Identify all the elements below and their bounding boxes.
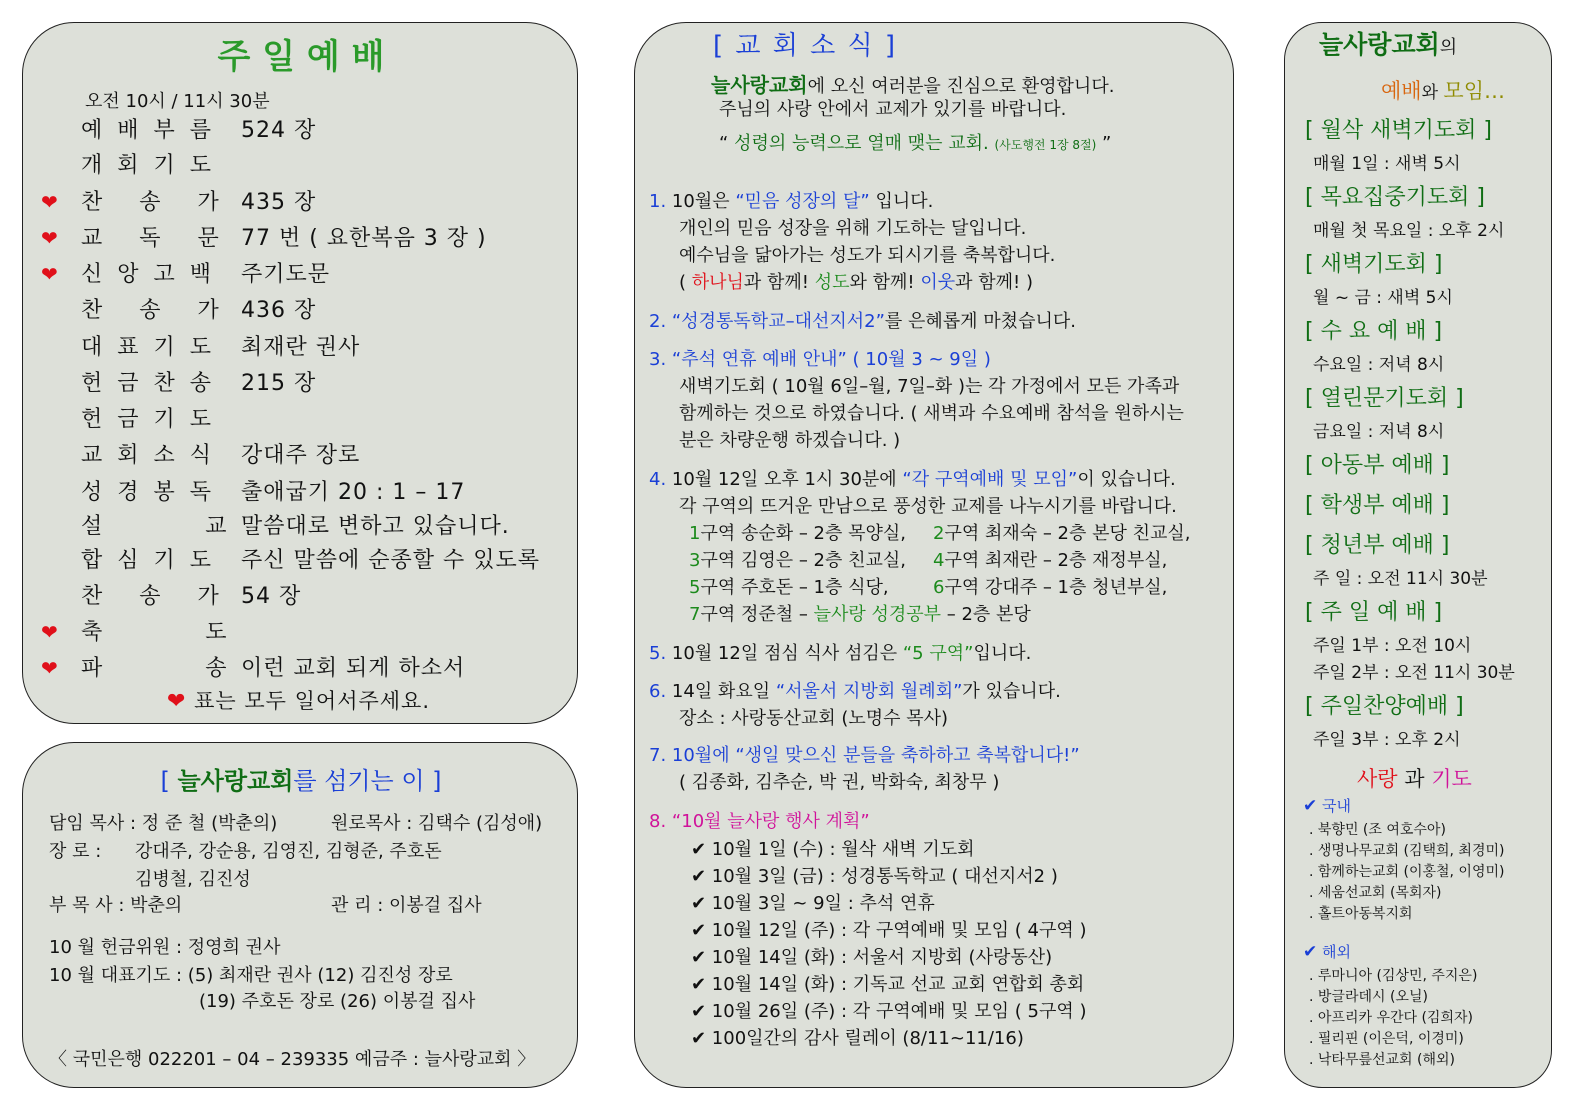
meeting-detail: 주일 1부 : 오전 10시 [1313,636,1472,656]
item-number: 3. [649,349,667,370]
word-and: 과 [1397,767,1432,791]
mission-item: . 아프리카 우간다 (김희자) [1309,1010,1473,1026]
motto [719,129,1111,155]
meeting-heading: [ 학생부 예배 ] [1305,493,1450,518]
event-item: ✔ 10월 1일 (수) : 월삭 새벽 기도회 [691,839,975,860]
worship-row [41,475,465,506]
worship-label: 찬 송 가 [81,298,223,323]
word-and: 와 [1421,83,1444,103]
worship-value: 77 번 ( 요한복음 3 장 ) [241,226,487,251]
item-highlight: “5 구역” [902,643,974,664]
meeting-detail: 주일 3부 : 오후 2시 [1313,730,1461,750]
zone-number: 7 [689,604,701,625]
word-meeting: 모임… [1443,79,1505,103]
mission-item: . 홀트아동복지회 [1309,906,1413,922]
meetings-title [1319,25,1457,61]
prayer-leaders-1: 10 월 대표기도 : (5) 최재란 권사 (12) 김진성 장로 [49,965,453,986]
item-highlight: “추석 연휴 예배 안내” ( 10월 3 ~ 9일 ) [671,349,991,370]
text: 과 함께! [743,272,815,293]
worship-label: 합 심 기 도 [81,548,215,573]
heart-icon: ❤ [41,226,58,250]
meeting-detail: 월 ~ 금 : 새벽 5시 [1313,288,1453,308]
item-text: 10월은 [671,191,736,212]
news-item-5 [649,639,1031,665]
meeting-heading: [ 청년부 예배 ] [1305,533,1450,558]
zone-text: 구역 주호돈 – 1층 식당, [700,577,889,598]
worship-label: 헌 금 기 도 [81,407,215,432]
domestic-heading [1303,795,1351,816]
meeting-heading: [ 목요집중기도회 ] [1305,185,1485,210]
welcome-line-2: 주님의 사랑 안에서 교제가 있기를 바랍니다. [719,99,1067,120]
meeting-detail: 매월 첫 목요일 : 오후 2시 [1313,221,1505,241]
worship-row [41,438,360,469]
news-item-3-line-2: 새벽기도회 ( 10월 6일–월, 7일–화 )는 각 가정에서 모든 가족과 [679,376,1180,397]
item-text: 입니다. [869,191,934,212]
mission-item: . 세움선교회 (목회자) [1309,885,1442,901]
welcome-line-1 [711,69,1114,98]
mission-item: . 북향민 (조 여호수아) [1309,822,1446,838]
standing-note-text: 표는 모두 일어서주세요. [194,689,431,713]
item-number: 6. [649,681,667,702]
worship-label: 설 교 [81,514,231,539]
church-news-panel [634,22,1234,1088]
event-item: ✔ 100일간의 감사 릴레이 (8/11~11/16) [691,1028,1024,1049]
meetings-panel [1284,22,1552,1088]
worship-row [41,402,241,433]
worship-row [41,185,316,216]
zone-number: 4 [933,550,945,571]
news-item-1-line-3: 예수님을 닮아가는 성도가 되시기를 축복합니다. [679,245,1056,266]
meeting-heading: [ 주 일 예 배 ] [1305,600,1443,625]
worship-order-panel [22,22,578,724]
event-item: ✔ 10월 12일 (주) : 각 구역예배 및 모임 ( 4구역 ) [691,920,1087,941]
check-icon: ✔ [1303,942,1318,962]
zone-number: 1 [689,523,701,544]
item-text: 가 있습니다. [962,681,1061,702]
mission-item: . 방글라데시 (오닐) [1309,989,1428,1005]
zone-item [933,519,1191,545]
item-number: 7. [649,745,667,766]
heart-icon: ❤ [167,689,187,714]
overseas-label: 해외 [1322,943,1352,961]
zone-number: 6 [933,577,945,598]
worship-value: 강대주 장로 [241,443,361,468]
event-item: ✔ 10월 14일 (화) : 기독교 선교 교회 연합회 총회 [691,974,1085,995]
worship-value: 이런 교회 되게 하소서 [241,656,466,681]
meetings-subtitle [1381,75,1505,105]
worship-row [41,651,465,682]
quote-open: “ [719,133,729,154]
news-item-1-line-4 [679,268,1033,294]
worship-label: 교 회 소 식 [81,443,215,468]
meeting-heading: [ 수 요 예 배 ] [1305,319,1443,344]
news-item-8 [649,807,870,833]
zone-text: 구역 최재숙 – 2층 본당 친교실, [944,523,1191,544]
item-text: 14일 화요일 [671,681,776,702]
meeting-heading: [ 새벽기도회 ] [1305,252,1443,277]
meeting-detail: 주 일 : 오전 11시 30분 [1313,569,1488,589]
item-number: 2. [649,311,667,332]
zone-text: 구역 정준철 – [700,604,814,625]
paren: ( [679,272,692,293]
mission-item: . 함께하는교회 (이홍철, 이영미) [1309,864,1505,880]
zone-text: 구역 최재란 – 2층 재정부실, [944,550,1168,571]
check-icon: ✔ [1303,796,1318,816]
worship-label: 찬 송 가 [81,584,223,609]
worship-label: 파 송 [81,656,231,681]
news-item-7-line-2: ( 김종화, 김추순, 박 권, 박화숙, 최창무 ) [679,772,1000,793]
offering-committee: 10 월 헌금위원 : 정영희 권사 [49,937,281,958]
elders-line-1: 강대주, 강순용, 김영진, 김형준, 주호돈 [135,841,442,862]
worship-time: 오전 10시 / 11시 30분 [85,91,270,112]
worship-row [41,293,316,324]
worship-row [41,330,360,361]
meeting-heading: [ 주일찬양예배 ] [1305,694,1464,719]
item-text: 10월 12일 점심 식사 섬김은 [671,643,903,664]
item-highlight: “10월 늘사랑 행사 계획” [671,811,870,832]
news-item-7 [649,741,1080,767]
item-text: 입니다. [973,643,1032,664]
item-text: 10월에 [671,745,736,766]
zone-item [689,546,906,572]
item-highlight: “각 구역예배 및 모임” [902,469,1078,490]
worship-value: 54 장 [241,584,302,609]
worship-value: 주신 말씀에 순종할 수 있도록 [241,548,540,573]
zone-text: 구역 송순화 – 2층 목양실, [700,523,907,544]
worship-label: 교 독 문 [81,226,223,251]
item-highlight: “생일 맞으신 분들을 축하하고 축복합니다!” [735,745,1080,766]
mission-item: . 낙타무릎선교회 (해외) [1309,1052,1455,1068]
emeritus-pastor: 원로목사 : 김택수 (김성애) [331,813,543,834]
item-highlight: “성경통독학교–대선지서2” [671,311,885,332]
heart-icon: ❤ [41,262,58,286]
worship-row [41,148,241,179]
zone-item [933,573,1167,599]
zone-text: 구역 강대주 – 1층 청년부실, [944,577,1168,598]
zone-item [689,573,889,599]
zone-number: 5 [689,577,701,598]
worship-label: 신 앙 고 백 [81,262,215,287]
zone-item [933,546,1167,572]
word-neighbor: 이웃 [920,272,956,293]
associate-pastor: 부 목 사 : 박춘의 [49,895,183,916]
prayer-title [1357,763,1472,793]
news-item-1 [649,187,933,213]
item-number: 4. [649,469,667,490]
news-item-2 [649,307,1076,333]
worship-label: 개 회 기 도 [81,153,215,178]
elders-line-2: 김병철, 김진성 [135,869,251,890]
bank-account: 〈 국민은행 022201 – 04 – 239335 예금주 : 늘사랑교회 〉 [49,1049,536,1070]
welcome-text: 에 오신 여러분을 진심으로 환영합니다. [807,76,1115,97]
quote-close: ” [1102,133,1112,154]
zone-text: 구역 김영은 – 2층 친교실, [700,550,907,571]
item-text: 10월 12일 오후 1시 30분에 [671,469,903,490]
motto-text: 성령의 능력으로 열매 맺는 교회. [734,133,989,154]
worship-row [41,257,330,288]
worship-label: 예 배 부 름 [81,118,215,143]
item-highlight: “믿음 성장의 달” [735,191,870,212]
worship-label: 찬 송 가 [81,190,223,215]
zone-7 [689,600,1031,626]
servants-panel [22,742,578,1088]
zone-item [689,519,906,545]
item-number: 1. [649,191,667,212]
worship-value: 435 장 [241,190,317,215]
worship-row [41,543,540,574]
word-worship: 예배 [1381,79,1422,103]
worship-row [41,615,241,646]
mission-item: . 생명나무교회 (김택희, 최경미) [1309,843,1505,859]
meeting-detail: 주일 2부 : 오전 11시 30분 [1313,663,1515,683]
event-item: ✔ 10월 3일 ~ 9일 : 추석 연휴 [691,893,935,914]
worship-label: 대 표 기 도 [81,335,215,360]
worship-value: 215 장 [241,371,317,396]
bracket-open: [ [160,767,178,795]
event-item: ✔ 10월 14일 (화) : 서울서 지방회 (사랑동산) [691,947,1053,968]
servants-title [23,761,579,796]
news-item-3-line-3: 함께하는 것으로 하였습니다. ( 새벽과 수요예배 참석을 원하시는 [679,403,1184,424]
church-name: 늘사랑교회 [177,767,294,795]
zone-number: 3 [689,550,701,571]
church-name: 늘사랑교회 [1319,30,1440,59]
news-item-6 [649,677,1061,703]
worship-value: 출애굽기 20 : 1 – 17 [241,480,466,505]
item-highlight: “서울서 지방회 월례회” [775,681,963,702]
mission-item: . 루마니아 (김상민, 주지은) [1309,968,1478,984]
meeting-heading: [ 월삭 새벽기도회 ] [1305,118,1492,143]
meeting-detail: 매월 1일 : 새벽 5시 [1313,154,1461,174]
item-number: 5. [649,643,667,664]
worship-value: 말씀대로 변하고 있습니다. [241,514,510,539]
heart-icon: ❤ [41,656,58,680]
word-saints: 성도 [814,272,850,293]
worship-title: 주 일 예 배 [217,37,385,77]
zone-number: 2 [933,523,945,544]
worship-value: 주기도문 [241,262,331,287]
worship-label: 헌 금 찬 송 [81,371,215,396]
news-item-1-line-2: 개인의 믿음 성장을 위해 기도하는 달입니다. [679,218,1027,239]
zone-text: – 2층 본당 [941,604,1031,625]
meeting-heading: [ 열린문기도회 ] [1305,386,1464,411]
worship-row [41,113,316,144]
church-name: 늘사랑교회 [711,73,808,97]
heart-icon: ❤ [41,620,58,644]
word-love: 사랑 [1357,767,1398,791]
news-item-4 [649,465,1176,491]
meeting-heading: [ 아동부 예배 ] [1305,453,1450,478]
news-item-3-line-4: 분은 차량운행 하겠습니다. ) [679,430,901,451]
news-item-3 [649,345,991,371]
meeting-detail: 금요일 : 저녁 8시 [1313,422,1445,442]
mission-item: . 필리핀 (이은덕, 이경미) [1309,1031,1464,1047]
meeting-detail: 수요일 : 저녁 8시 [1313,355,1445,375]
text: 와 함께! [849,272,921,293]
building-manager: 관 리 : 이봉걸 집사 [331,895,482,916]
prayer-leaders-2: (19) 주호돈 장로 (26) 이봉걸 집사 [199,991,476,1012]
motto-reference: (사도행전 1장 8절) [994,138,1097,152]
news-title: [ 교 회 소 식 ] [713,31,898,61]
overseas-heading [1303,941,1351,962]
senior-pastor: 담임 목사 : 정 준 철 (박춘의) [49,813,278,834]
worship-value: 524 장 [241,118,317,143]
worship-row [41,579,301,610]
heart-icon: ❤ [41,190,58,214]
worship-row [41,221,487,252]
item-number: 8. [649,811,667,832]
standing-note [167,685,430,715]
worship-row [41,509,510,540]
event-item: ✔ 10월 26일 (주) : 각 구역예배 및 모임 ( 5구역 ) [691,1001,1087,1022]
word-prayer: 기도 [1431,767,1472,791]
worship-row [41,366,316,397]
domestic-label: 국내 [1322,797,1352,815]
servants-title-rest: 를 섬기는 이 ] [293,767,442,795]
worship-label: 축 도 [81,620,231,645]
item-text: 를 은혜롭게 마쳤습니다. [884,311,1076,332]
worship-value: 최재란 권사 [241,335,361,360]
elders-label: 장 로 : [49,841,102,862]
text: 과 함께! ) [955,272,1033,293]
news-item-6-line-2: 장소 : 사랑동산교회 (노명수 목사) [679,708,949,729]
worship-label: 성 경 봉 독 [81,480,215,505]
title-suffix: 의 [1439,37,1458,58]
worship-value: 436 장 [241,298,317,323]
item-text: 이 있습니다. [1077,469,1176,490]
event-item: ✔ 10월 3일 (금) : 성경통독학교 ( 대선지서2 ) [691,866,1058,887]
bible-study: 늘사랑 성경공부 [813,604,941,625]
word-god: 하나님 [691,272,744,293]
news-item-4-line-2: 각 구역의 뜨거운 만남으로 풍성한 교제를 나누시기를 바랍니다. [679,496,1177,517]
